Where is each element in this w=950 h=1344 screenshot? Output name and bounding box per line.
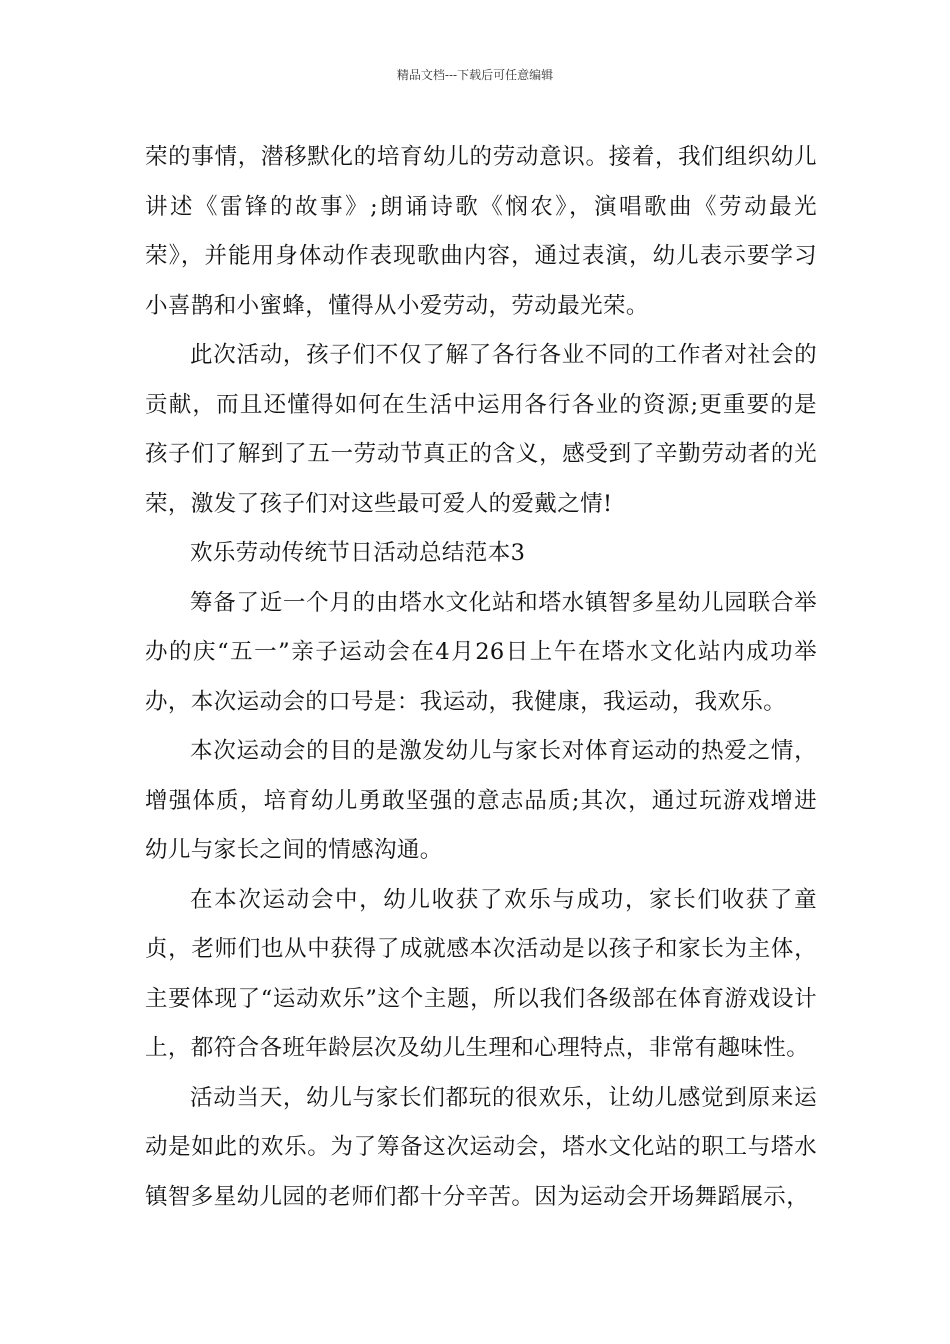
paragraph: 在本次运动会中，幼儿收获了欢乐与成功，家长们收获了童贞，老师们也从中获得了成就感本次活动是以孩子和家长为主体，主要体现了“运动欢乐”这个主题，所以我们各级部在体育游戏设计上，都符合各班年龄层次及幼儿生理和心理特点，非常有趣味性。 <box>145 886 817 1061</box>
paragraph: 活动当天，幼儿与家长们都玩的很欢乐，让幼儿感觉到原来运动是如此的欢乐。为了筹备这次运动会，塔水文化站的职工与塔水镇智多星幼儿园的老师们都十分辛苦。因为运动会开场舞蹈展示， <box>145 1084 817 1210</box>
page-header: 精品文档---下载后可任意编辑 <box>396 68 554 82</box>
paragraph: 此次活动，孩子们不仅了解了各行各业不同的工作者对社会的贡献，而且还懂得如何在生活中运用各行各业的资源;更重要的是孩子们了解到了五一劳动节真正的含义，感受到了辛勤劳动者的光荣，激发了孩子们对这些最可爱人的爱戴之情! <box>145 342 817 517</box>
paragraph: 荣的事情，潜移默化的培育幼儿的劳动意识。接着，我们组织幼儿讲述《雷锋的故事》;朗诵诗歌《悯农》，演唱歌曲《劳动最光荣》，并能用身体动作表现歌曲内容，通过表演，幼儿表示要学习小喜鹊和小蜜蜂，懂得从小爱劳动，劳动最光荣。 <box>145 144 817 319</box>
paragraph: 筹备了近一个月的由塔水文化站和塔水镇智多星幼儿园联合举办的庆“五一”亲子运动会在4月26日上午在塔水文化站内成功举办，本次运动会的口号是：我运动，我健康，我运动，我欢乐。 <box>145 589 817 715</box>
section-title: 欢乐劳动传统节日活动总结范本3 <box>190 540 526 566</box>
paragraph: 本次运动会的目的是激发幼儿与家长对体育运动的热爱之情，增强体质，培育幼儿勇敢坚强的意志品质;其次，通过玩游戏增进幼儿与家长之间的情感沟通。 <box>145 738 817 863</box>
document-body <box>145 133 817 1222</box>
